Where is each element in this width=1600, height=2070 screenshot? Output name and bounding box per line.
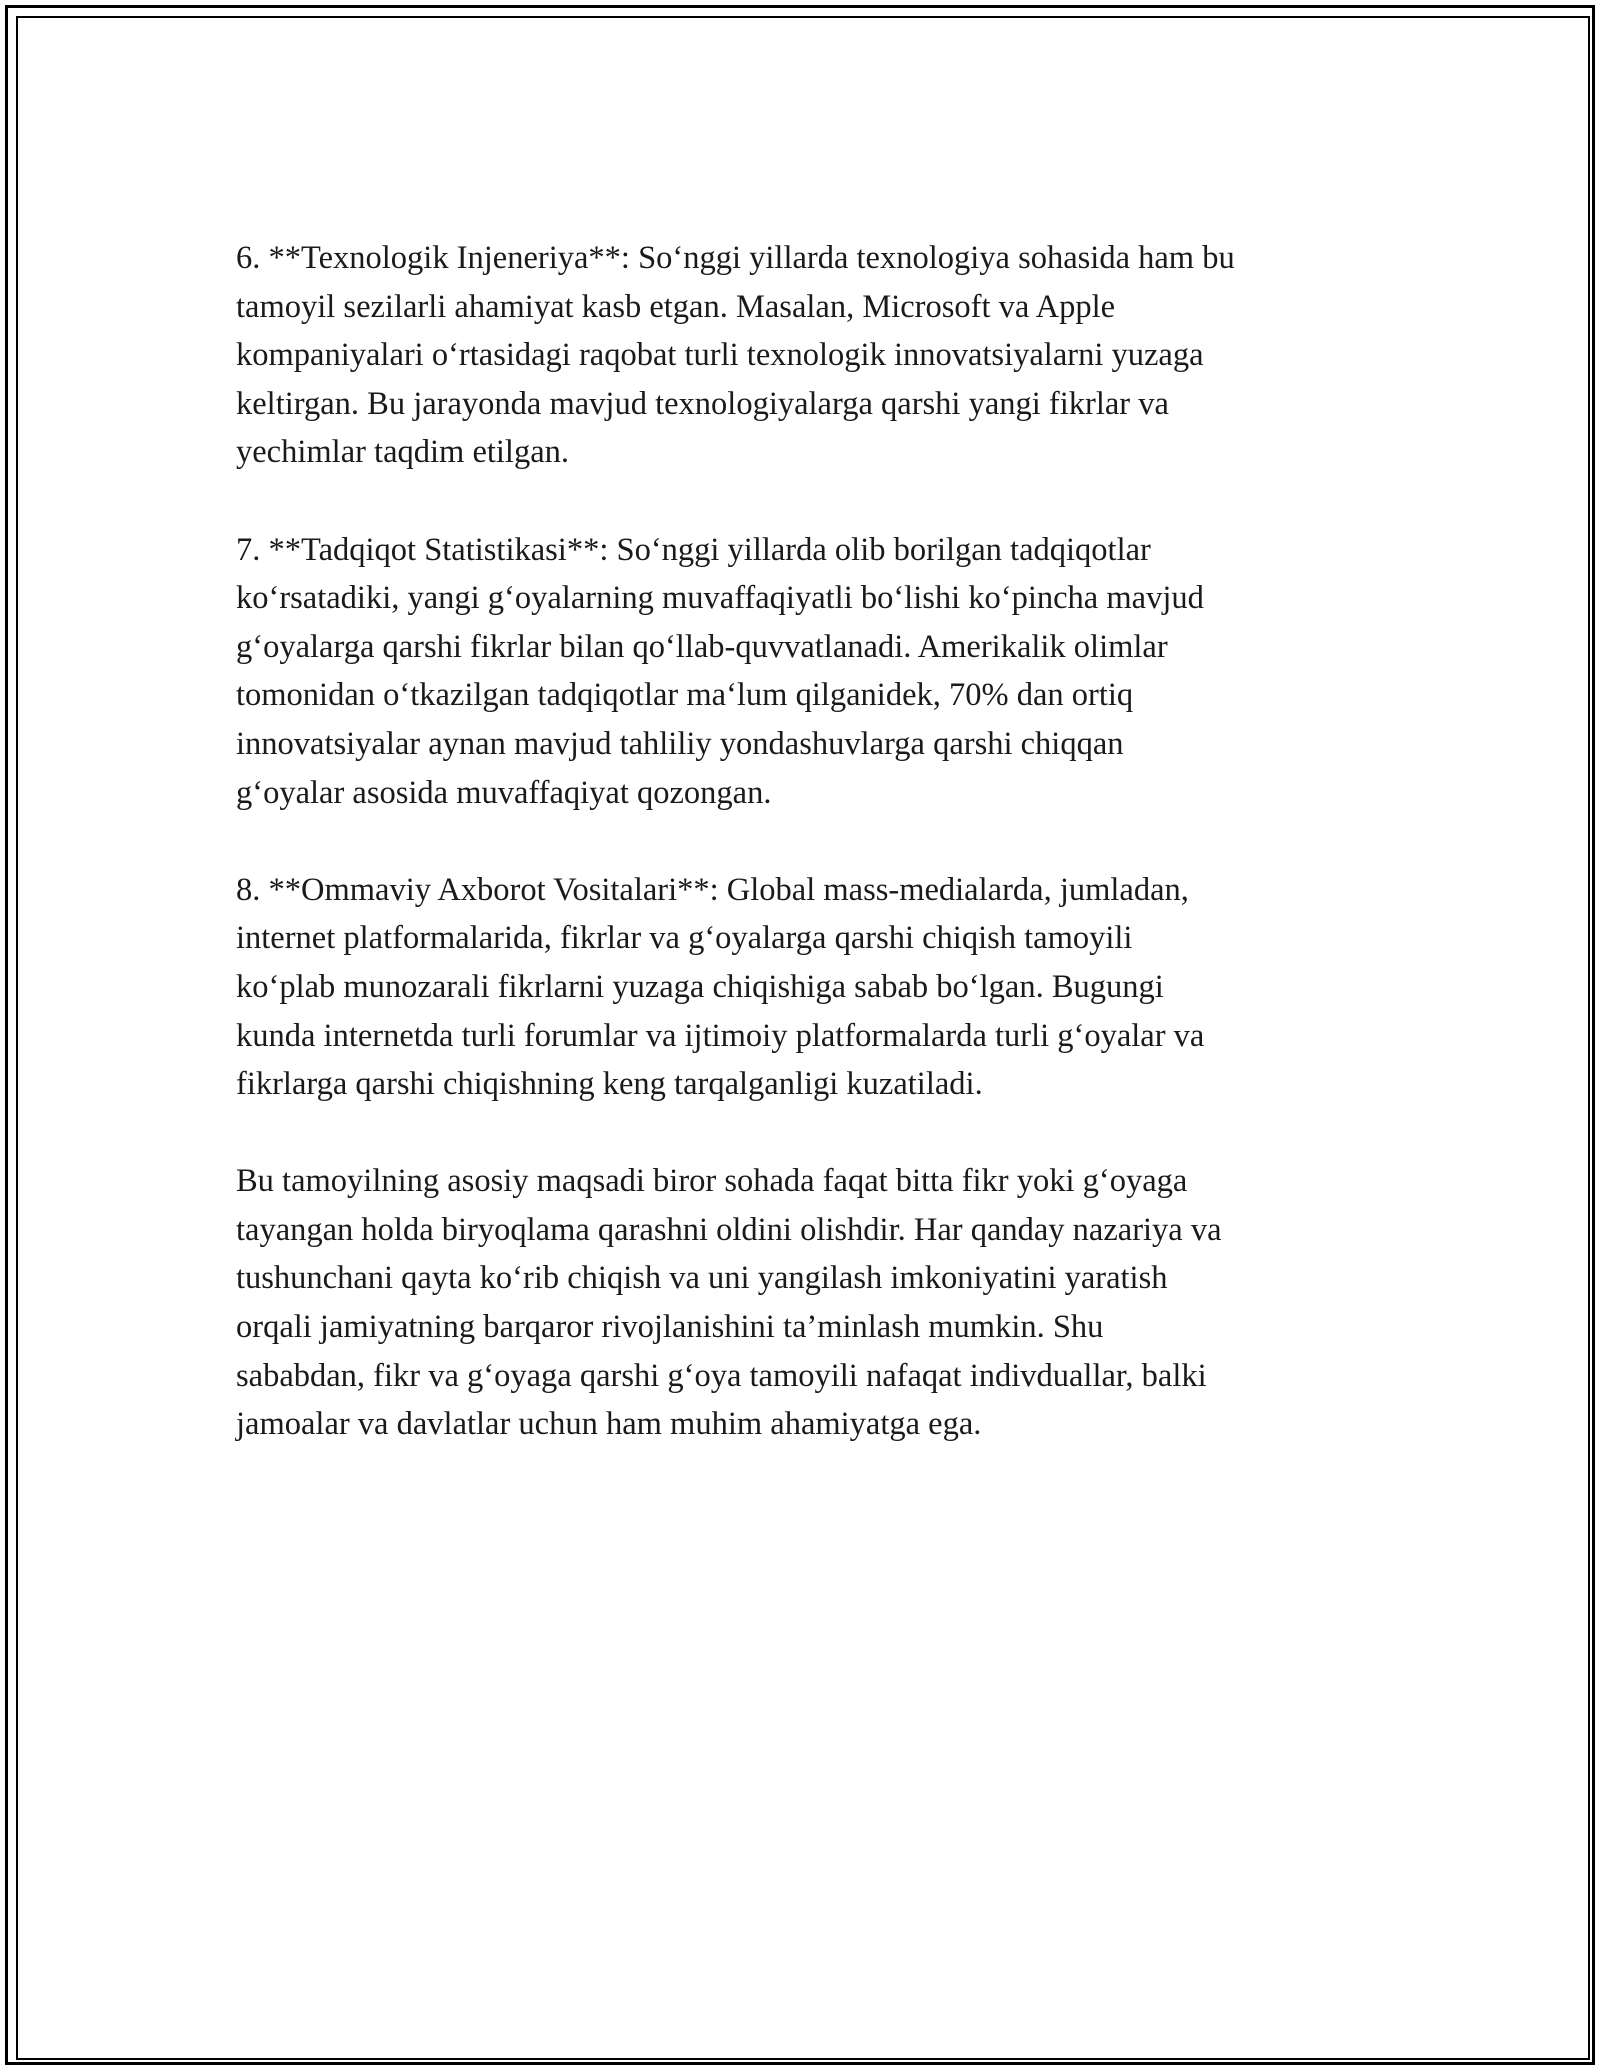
paragraph-item-8 — [236, 866, 1396, 1109]
text-line: ko‘rsatadiki, yangi g‘oyalarning muvaffaqiyatli bo‘lishi ko‘pincha mavjud — [236, 580, 1204, 617]
text-line: innovatsiyalar aynan mavjud tahliliy yondashuvlarga qarshi chiqqan — [236, 725, 1124, 762]
paragraph-conclusion — [236, 1157, 1396, 1449]
text-line: 7. **Tadqiqot Statistikasi**: So‘nggi yillarda olib borilgan tadqiqotlar — [236, 531, 1151, 568]
text-line: yechimlar taqdim etilgan. — [236, 434, 570, 471]
text-line: 8. **Ommaviy Axborot Vositalari**: Global mass-medialarda, jumladan, — [236, 871, 1189, 908]
text-line: tamoyil sezilarli ahamiyat kasb etgan. Masalan, Microsoft va Apple — [236, 288, 1116, 325]
text-line: Bu tamoyilning asosiy maqsadi biror sohada faqat bitta fikr yoki g‘oyaga — [236, 1163, 1188, 1200]
text-line: tomonidan o‘tkazilgan tadqiqotlar ma‘lum qilganidek, 70% dan ortiq — [236, 677, 1134, 714]
text-line: jamoalar va davlatlar uchun ham muhim ahamiyatga ega. — [236, 1406, 982, 1443]
text-line: kunda internetda turli forumlar va ijtimoiy platformalarda turli g‘oyalar va — [236, 1017, 1205, 1054]
text-line: keltirgan. Bu jarayonda mavjud texnologiyalarga qarshi yangi fikrlar va — [236, 385, 1169, 422]
text-line: ko‘plab munozarali fikrlarni yuzaga chiqishiga sabab bo‘lgan. Bugungi — [236, 968, 1164, 1005]
paragraph-item-7 — [236, 526, 1396, 818]
text-line: 6. **Texnologik Injeneriya**: So‘nggi yillarda texnologiya sohasida ham bu — [236, 240, 1235, 276]
text-line: fikrlarga qarshi chiqishning keng tarqalganligi kuzatiladi. — [236, 1066, 983, 1103]
text-line: tushunchani qayta ko‘rib chiqish va uni yangilash imkoniyatini yaratish — [236, 1260, 1168, 1297]
text-line: g‘oyalar asosida muvaffaqiyat qozongan. — [236, 774, 772, 811]
text-line: kompaniyalari o‘rtasidagi raqobat turli texnologik innovatsiyalarni yuzaga — [236, 337, 1204, 374]
text-line: internet platformalarida, fikrlar va g‘oyalarga qarshi chiqish tamoyili — [236, 920, 1133, 957]
text-line: tayangan holda biryoqlama qarashni oldini olishdir. Har qanday nazariya va — [236, 1211, 1222, 1248]
text-line: sababdan, fikr va g‘oyaga qarshi g‘oya tamoyili nafaqat indivduallar, balki — [236, 1357, 1207, 1394]
text-line: orqali jamiyatning barqaror rivojlanishini ta’minlash mumkin. Shu — [236, 1309, 1104, 1346]
paragraph-item-6 — [236, 234, 1396, 477]
text-line: g‘oyalarga qarshi fikrlar bilan qo‘llab-quvvatlanadi. Amerikalik olimlar — [236, 628, 1168, 665]
document-body — [236, 234, 1396, 1497]
